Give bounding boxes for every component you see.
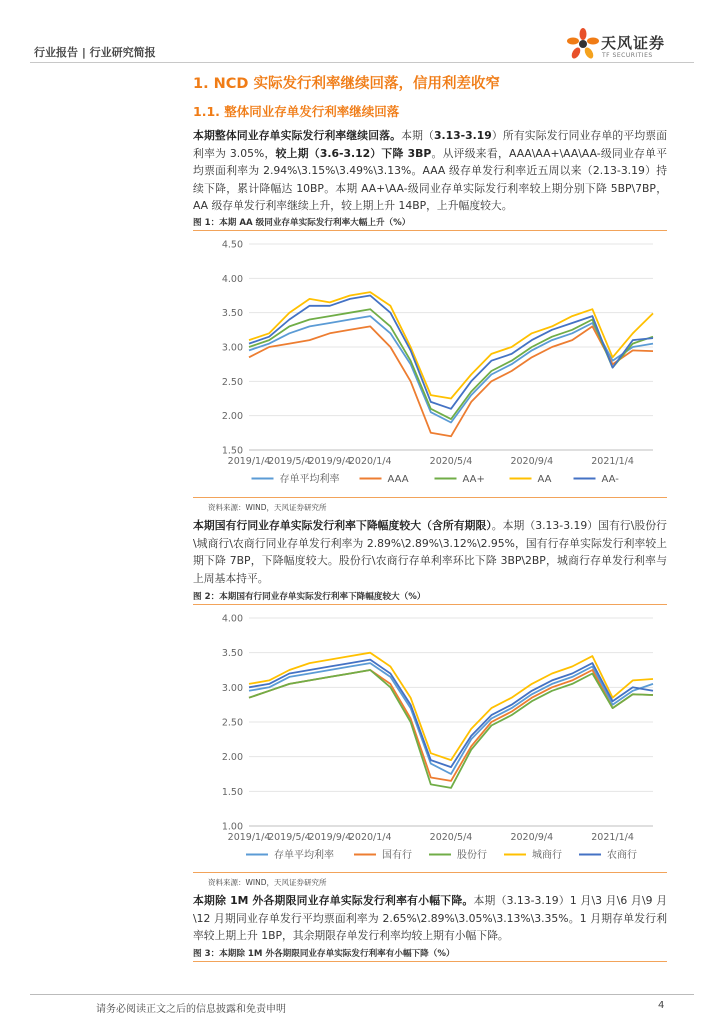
page-number: 4 [658,1000,665,1011]
report-category: 行业报告 | 行业研究简报 [34,46,156,59]
x-tick-label: 2021/1/4 [591,832,634,843]
series-line [249,316,653,422]
series-line [249,653,653,760]
figure-2-source: 资料来源：WIND，天风证券研究所 [208,878,327,887]
figure-1-source: 资料来源：WIND，天风证券研究所 [208,503,327,512]
series-line [249,292,653,398]
subsection-heading: 1.1. 整体同业存单发行利率继续回落 [193,104,400,119]
legend-label: 存单平均利率 [279,474,340,485]
y-tick-label: 3.00 [221,682,243,694]
x-tick-label: 2019/1/4 [227,456,271,467]
y-tick-label: 3.50 [221,308,243,320]
figure-2-top-rule [193,604,667,605]
x-tick-label: 2021/1/4 [591,456,634,467]
y-tick-label: 2.50 [221,717,243,729]
p1-f: ）下降 3BP [370,146,432,160]
company-logo-text: 天风证券 [601,34,666,52]
y-tick-label: 4.00 [221,613,243,625]
figure-1-bottom-rule [193,497,667,498]
legend-label: AA+ [462,474,485,485]
y-tick-label: 1.00 [221,821,243,833]
legend-label: AA [537,474,552,485]
p3-rest: 本期（3.13-3.19）1 月\3 月\6 月\9 月\12 月期同业存单发行平均票面利率为 2.65%\2.89%\3.05%\3.13%\3.35%。1 月期存单发行利率较上期上升 1BP，其余期限存单发行利率均较上期有小幅下降。 [193,894,667,942]
y-tick-label: 2.00 [221,752,243,764]
legend-label: AA- [601,474,619,485]
figure-3-title: 图 3：本期除 1M 外各期限同业存单实际发行利率有小幅下降（%） [193,949,455,959]
legend-label: 存单平均利率 [274,850,334,861]
tf-flower-logo-icon [566,27,600,61]
p1-g: 。从评级来看，AAA\AA+\AA\AA-级同业存单平均票面利率为 2.94%\3.15%\3.49%\3.13%。AAA 级存单发行利率近五周以来（2.13-3.19）持续下降，累计降幅达 10BP。本期 AA+\AA-级同业存单实际发行利率较上期分别下降 5BP\7BP，AA 级存单发行利率继续上升，较上期上升 14BP，上升幅度较大。 [193,146,668,212]
p1-a: 本期（ [401,129,434,142]
legend-label: 城商行 [532,850,562,861]
y-tick-label: 1.50 [221,786,243,798]
paragraph-1 [193,127,667,215]
section-heading: 1. NCD 实际发行利率继续回落，信用利差收窄 [193,76,501,92]
paragraph-2 [193,517,667,587]
y-tick-label: 3.50 [221,648,243,660]
p1-lead: 本期整体同业存单实际发行利率继续回落。 [193,129,402,142]
x-tick-label: 2019/1/4 [227,832,271,843]
y-tick-label: 4.00 [221,273,243,285]
header-divider [30,62,694,63]
y-tick-label: 2.00 [221,411,243,423]
figure-2-bottom-rule [193,872,667,873]
x-tick-label: 2020/1/4 [348,832,392,843]
figure-1-top-rule [193,230,667,231]
x-tick-label: 2020/5/4 [429,832,473,843]
p2-lead: 本期国有行同业存单实际发行利率下降幅度较大（含所有期限） [193,519,492,532]
chart-2 [193,606,667,868]
footer-divider [30,994,694,995]
x-tick-label: 2019/9/4 [308,832,352,843]
p3-lead: 本期除 1M 外各期限同业存单实际发行利率有小幅下降。 [193,894,474,907]
figure-2-title: 图 2：本期国有行同业存单实际发行利率下降幅度较大（%） [193,592,426,602]
p1-b: 3.13-3.19 [434,129,492,142]
legend-label: 农商行 [607,850,637,861]
x-tick-label: 2019/9/4 [308,456,352,467]
company-logo-en: TF SECURITIES [602,52,653,59]
series-line [249,660,653,768]
x-tick-label: 2020/9/4 [510,456,554,467]
x-tick-label: 2020/5/4 [429,456,473,467]
p2-rest: 。本期（3.13-3.19）国有行\股份行\城商行\农商行同业存单发行利率为 2.89%\2.89%\3.12%\2.95%，国有行存单实际发行利率较上期下降 7BP，下降幅度较大。股份行\农商行存单利率环比下降 3BP\2BP，城商行存单发行利率与上周基本持平。 [193,519,667,585]
footer-disclaimer: 请务必阅读正文之后的信息披露和免责申明 [96,1004,286,1015]
x-tick-label: 2019/5/4 [268,832,311,843]
legend-label: 国有行 [382,850,412,861]
x-tick-label: 2019/5/4 [268,456,311,467]
p1-c: ）所有实际发行同业存单的平均票面利率为 3.05%， [193,129,668,160]
y-tick-label: 3.00 [221,342,243,354]
figure-3-top-rule [193,961,667,962]
chart-1 [193,232,667,492]
x-tick-label: 2020/1/4 [348,456,392,467]
legend-label: AAA [387,474,409,485]
series-line [249,670,653,781]
x-tick-label: 2020/9/4 [510,832,554,843]
y-tick-label: 4.50 [221,239,243,251]
y-tick-label: 2.50 [221,376,243,388]
p1-d: 较上期（ [275,146,320,160]
figure-1-title: 图 1：本期 AA 级同业存单实际发行利率大幅上升（%） [193,218,411,228]
y-tick-label: 1.50 [221,445,243,457]
legend-label: 股份行 [457,850,487,861]
paragraph-3 [193,892,667,945]
p1-e: 3.6-3.12 [319,146,371,160]
